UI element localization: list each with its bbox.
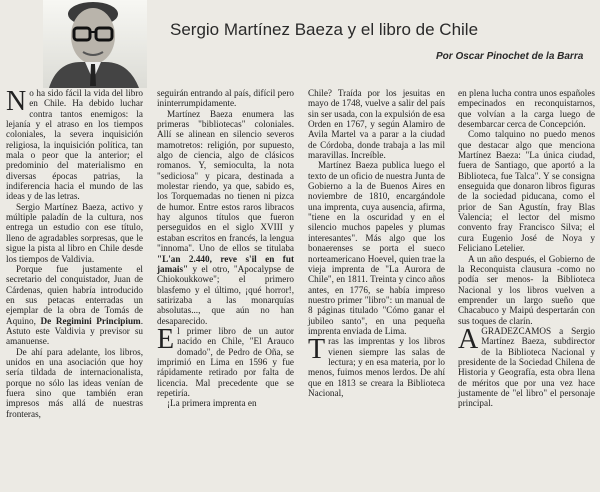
paragraph-text: y el otro, "Apocalypse de Chiokoukkowe"; el primero blasfemo y el último, ¡qué horror!, satirizaba a las monarquías absolutas..., que aún no han desaparecido. <box>157 263 294 326</box>
drop-cap: A <box>458 323 479 355</box>
drop-cap: T <box>308 334 326 366</box>
drop-cap: N <box>6 86 27 117</box>
paragraph-text: Porque fue justamente el secretario del conquistador, Juan de Cárdenas, quien habría introducido en sus petacas enterradas un ejemplar de la obra de Tomás de Aquino, <box>6 263 143 326</box>
article-paragraph <box>6 202 143 264</box>
paragraph-text: Sergio Martínez Baeza, activo y múltiple paladín de la cultura, nos entrega un estudio con ese título, lleno de agradables sorpresas, que le sigue la pista al libro en Chile desde los tiempos de Valdivia. <box>6 201 143 264</box>
author-photo <box>43 0 147 88</box>
paragraph-text: seguirán entrando al país, difícil pero ininterrumpidamente. <box>157 88 294 109</box>
article-paragraph <box>157 323 294 398</box>
article-column-1 <box>6 88 143 419</box>
article-column-4 <box>458 88 595 409</box>
bold-title-text: "L'an 2.440, reve s'il en fut jamais" <box>157 253 294 274</box>
article-paragraph <box>458 129 595 253</box>
article-paragraph <box>458 323 595 409</box>
article-column-3 <box>308 88 445 398</box>
article-paragraph <box>308 160 445 336</box>
article-paragraph <box>6 347 143 419</box>
article-byline: Por Oscar Pinochet de la Barra <box>436 51 584 62</box>
article-paragraph <box>458 254 595 326</box>
paragraph-text: ras las imprentas y los libros vienen siempre las salas de lectura; y en esa materia, por lo menos, fuimos menos lerdos. De ahí que en 1813 se creara la Biblioteca Nacional, <box>308 336 445 398</box>
article-paragraph <box>6 264 143 347</box>
paragraph-text: Chile? Traída por los jesuitas en mayo de 1748, vuelve a salir del país sin ser usada, con la expulsión de esa Orden en 1767, y según Alamiro de Avila Martel va a parar a la ciudad de Córdoba, donde trabaja a las mil maravillas. Increíble. <box>308 88 445 161</box>
article-paragraph <box>157 88 294 109</box>
portrait-image <box>43 0 147 88</box>
paragraph-text: Martínez Baeza publica luego el texto de un oficio de nuestra Junta de Gobierno a la de Buenos Aires en noviembre de 1810, encargándole una imprenta, cuya ausencia, afirma, "tiene en la oscuridad y en el silencio muchos papeles y plumas interesantes". Más algo que los bonaerenses se porta el sueco norteamericano Hoevel, quien trae la vieja imprenta de "La Aurora de Chile", en 1811. Treinta y cinco años antes, en 1776, se había impreso nuestro primer "libro": un manual de 8 páginas titulado "Cómo ganar el jubileo santo", en una pequeña imprenta enviada de Lima. <box>308 160 446 336</box>
article-paragraph <box>157 109 294 326</box>
paragraph-text: o ha sido fácil la vida del libro en Chile. Ha debido luchar contra tantos enemigos: la lejanía y el atraso en los tiempos coloniales, la severa inquisición religiosa, la inquisición política, tan mala o peor que la anterior; el predominio del materialismo en diversas épocas patrias, la indiferencia hacia el mundo de las ideas y de las letras. <box>6 88 143 202</box>
article-column-2 <box>157 88 294 409</box>
article-paragraph <box>308 336 445 398</box>
article-paragraph <box>308 88 445 160</box>
paragraph-text: l primer libro de un autor nacido en Chile, "El Arauco domado", de Pedro de Oña, se imprimió en Lima en 1596 y fue rápidamente retirado por falta de licencia. Mal precedente que se repetiría. <box>157 325 294 398</box>
paragraph-text: A un año después, el Gobierno de la Reconquista clausura -como no podía ser menos- la Biblioteca Nacional y los libros vuelven a emprender un largo sueño que Chacabuco y Maipú despertarán con sus toques de clarín. <box>458 253 595 326</box>
drop-cap: E <box>157 323 175 355</box>
paragraph-text: GRADEZCAMOS a Sergio Martínez Baeza, subdirector de la Biblioteca Nacional y presidente de la Sociedad Chilena de Historia y Geografía, esta obra llena de méritos que por una vez hace justamente de "el libro" el personaje principal. <box>458 325 595 409</box>
paragraph-text: . Astuto este Valdivia y previsor su amanuense. <box>6 315 143 347</box>
paragraph-text: De ahí para adelante, los libros, unidos en una asociación que hoy sería tildada de internacionalista, porque no sólo las ideas venían de fuera sino que también eran impresos más allá de nuestras fronteras, <box>6 346 143 419</box>
article-title: Sergio Martínez Baeza y el libro de Chile <box>170 20 479 39</box>
paragraph-text: en plena lucha contra unos españoles empecinados en reconquistarnos, que volvían a la carga luego de desembarcar cerca de Concepción. <box>458 88 595 130</box>
bold-title-text: De Regimini Principium <box>40 315 141 326</box>
paragraph-text: Como talquino no puedo menos que destacar algo que menciona Martínez Baeza: "La única ciudad, fuera de Santiago, que aportó a la Biblioteca, fue Talca". Y se consigna enseguida que donaron libros figuras de la sociedad piducana, como el prior de San Agustín, fray Blas Valencia; el lector del mismo convento fray Francisco Silva; el cura Eugenio José de Noya y Feliciano Letelier. <box>458 129 595 254</box>
paragraph-text: Martínez Baeza enumera las primeras "bibliotecas" coloniales. Allí se alinean en silencio severos mamotretos: religión, por supuesto, algo de ciencia, algo de clásicos romanos. Y, semioculta, la nota "sediciosa" y picara, destinada a molestar riendo, ya que, sabido es, los Torquemadas no tienen ni pizca de humor. Entre estos raros libracos hay algunos títulos que fueron perseguidos en el siglo XVIII y estaban escritos en francés, la lengua "innoma". Uno de ellos se titulaba <box>157 108 294 254</box>
article-paragraph <box>6 88 143 202</box>
article-paragraph <box>458 88 595 129</box>
paragraph-text: ¡La primera imprenta en <box>167 398 257 409</box>
article-paragraph <box>157 398 294 408</box>
